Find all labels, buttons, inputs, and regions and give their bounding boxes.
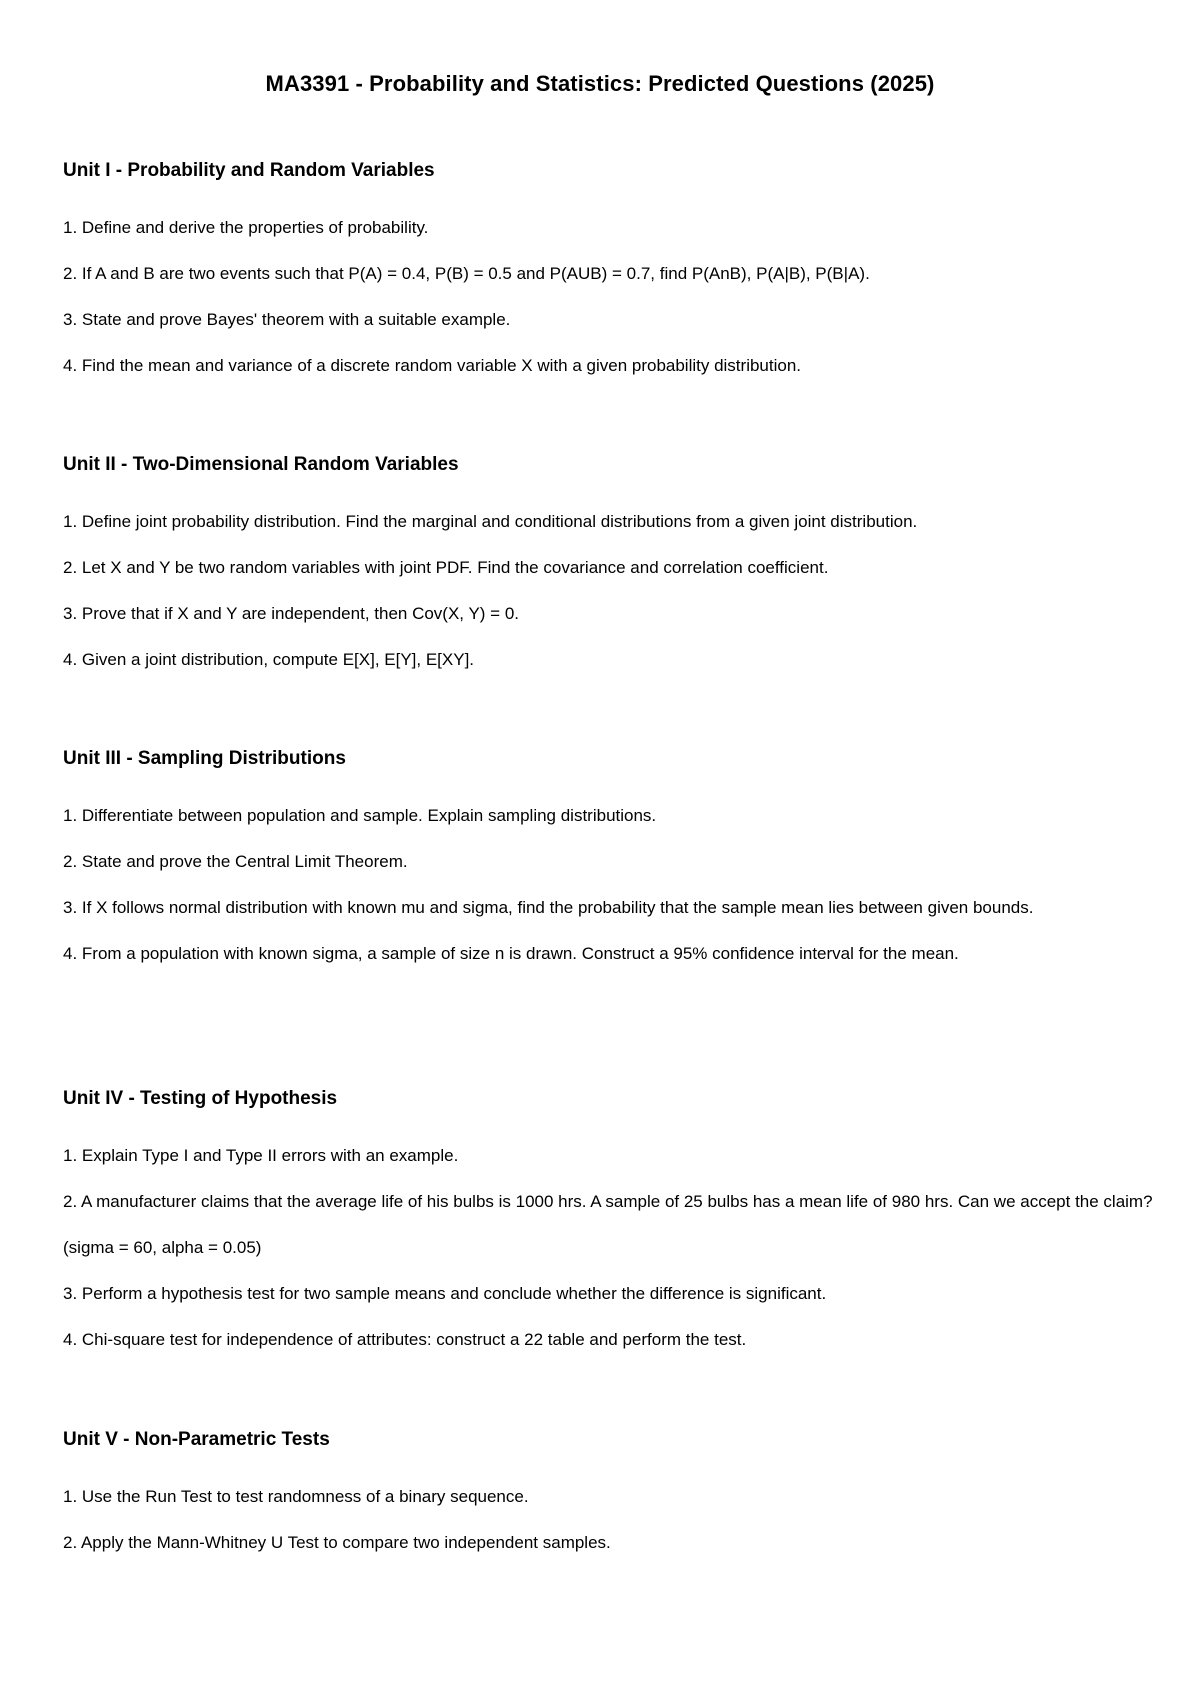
question-item: 4. Given a joint distribution, compute E[X], E[Y], E[XY]. — [63, 650, 475, 669]
unit-heading: Unit V - Non-Parametric Tests — [63, 1429, 330, 1450]
question-item: 1. Explain Type I and Type II errors with an example. — [63, 1146, 459, 1165]
unit-heading: Unit I - Probability and Random Variables — [63, 160, 435, 181]
question-list — [63, 205, 1153, 389]
question-item: 1. Differentiate between population and sample. Explain sampling distributions. — [63, 806, 657, 825]
unit-heading: Unit III - Sampling Distributions — [63, 748, 346, 769]
question-item: 2. State and prove the Central Limit Theorem. — [63, 852, 408, 871]
question-item: 4. From a population with known sigma, a sample of size n is drawn. Construct a 95% confidence interval for the mean. — [63, 944, 959, 963]
question-item: 3. Prove that if X and Y are independent, then Cov(X, Y) = 0. — [63, 604, 519, 623]
question-list — [63, 499, 1153, 683]
question-item: 1. Define and derive the properties of probability. — [63, 218, 429, 237]
question-item: 4. Find the mean and variance of a discrete random variable X with a given probability distribution. — [63, 356, 802, 375]
question-list — [63, 1133, 1153, 1363]
unit-section-2 — [63, 452, 1153, 683]
unit-section-3 — [63, 746, 1153, 977]
unit-section-4 — [63, 1086, 1153, 1363]
question-item: 3. If X follows normal distribution with known mu and sigma, find the probability that the sample mean lies between given bounds. — [63, 898, 1034, 917]
question-item: 2. Apply the Mann-Whitney U Test to compare two independent samples. — [63, 1533, 611, 1552]
document-title: MA3391 - Probability and Statistics: Predicted Questions (2025) — [265, 71, 935, 96]
unit-heading: Unit II - Two-Dimensional Random Variables — [63, 454, 459, 475]
question-item: 2. A manufacturer claims that the average life of his bulbs is 1000 hrs. A sample of 25 bulbs has a mean life of 980 hrs. Can we accept the claim? (sigma = 60, alpha = 0.05) — [63, 1192, 1153, 1257]
question-list — [63, 1474, 1153, 1566]
question-item: 1. Define joint probability distribution. Find the marginal and conditional distributions from a given joint distribution. — [63, 512, 918, 531]
question-item: 1. Use the Run Test to test randomness of a binary sequence. — [63, 1487, 529, 1506]
question-item: 4. Chi-square test for independence of attributes: construct a 22 table and perform the test. — [63, 1330, 747, 1349]
question-item: 2. Let X and Y be two random variables with joint PDF. Find the covariance and correlation coefficient. — [63, 558, 829, 577]
unit-heading: Unit IV - Testing of Hypothesis — [63, 1088, 338, 1109]
question-list — [63, 793, 1153, 977]
question-item: 2. If A and B are two events such that P(A) = 0.4, P(B) = 0.5 and P(AUB) = 0.7, find P(AnB), P(A|B), P(B|A). — [63, 264, 870, 283]
unit-section-5 — [63, 1427, 1153, 1566]
unit-section-1 — [63, 158, 1153, 389]
question-item: 3. Perform a hypothesis test for two sample means and conclude whether the difference is significant. — [63, 1284, 827, 1303]
question-item: 3. State and prove Bayes' theorem with a suitable example. — [63, 310, 511, 329]
